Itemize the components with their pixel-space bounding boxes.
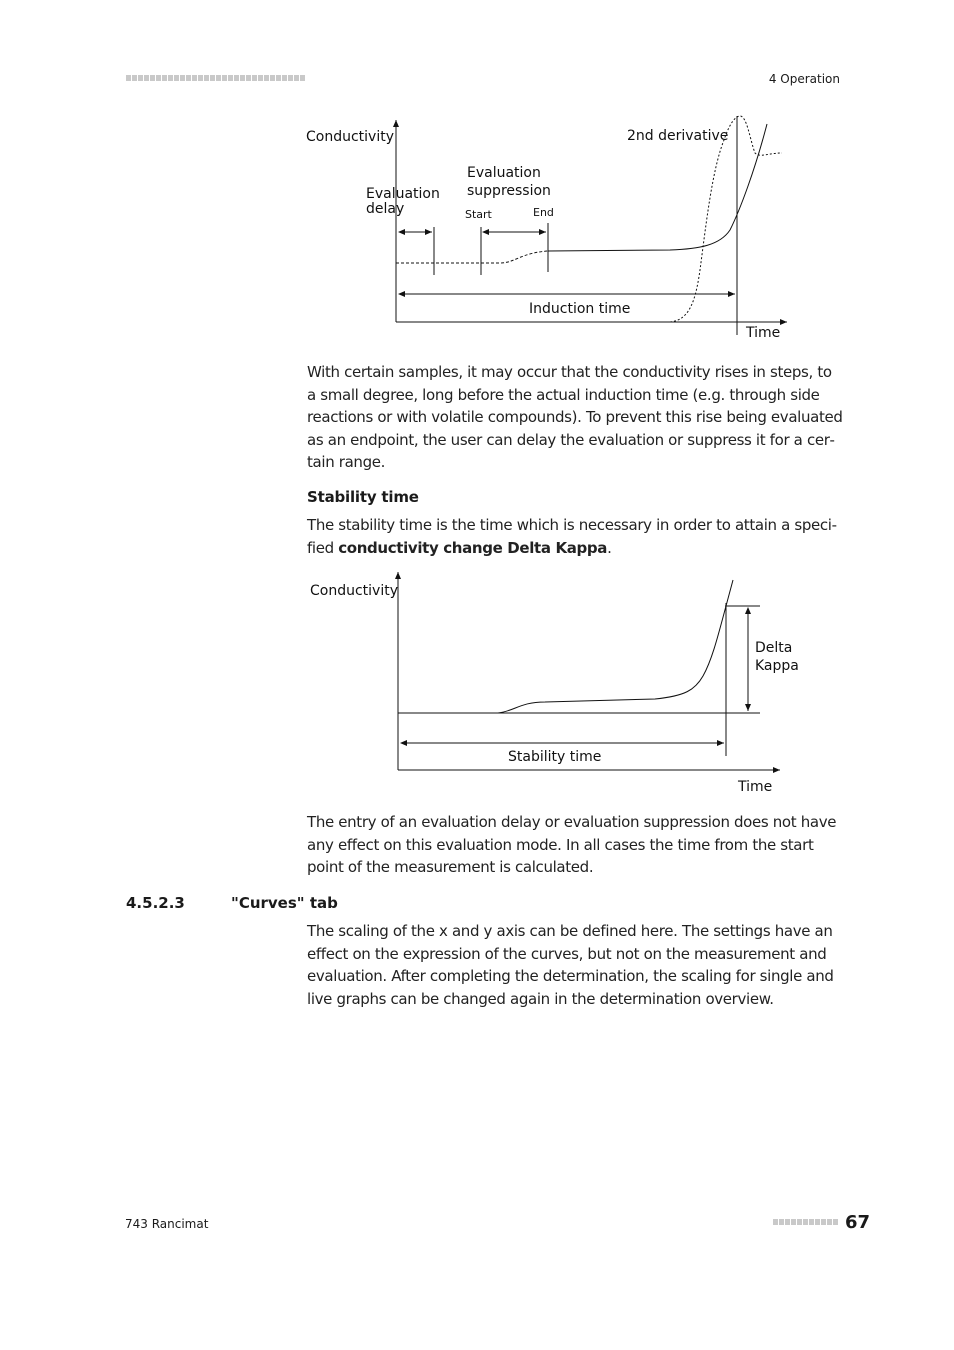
stability-time-label: Stability time — [508, 749, 602, 765]
start-label: Start — [465, 208, 492, 221]
body-paragraph-1: With certain samples, it may occur that the conductivity rises in steps, to a small degree, long before the actual induction time (e.g. through side reactions or with volatile compounds). To prevent this rise being evaluated as an endpoint, the user can delay the evaluation or suppress it for a certain range. — [307, 363, 843, 471]
induction-time-label: Induction time — [529, 301, 631, 317]
stability-text: The stability time is the time which is necessary in order to attain a specified — [307, 516, 837, 557]
page-number: 67 — [845, 1212, 871, 1233]
end-label: End — [533, 206, 554, 219]
y-axis-label: Conductivity — [310, 583, 398, 599]
evaluation-suppression-label-2: suppression — [467, 183, 551, 199]
y-axis-label: Conductivity — [306, 129, 394, 145]
x-axis-label: Time — [746, 325, 781, 341]
section-paragraph: The scaling of the x and y axis can be defined here. The settings have an effect on the expression of the curves, but not on the measurement and evaluation. After completing the determination, the scaling for single and live graphs can be changed again in the determination overview. — [307, 922, 834, 1008]
derivative-label: 2nd derivative — [627, 128, 729, 144]
footer-product: 743 Rancimat — [125, 1217, 209, 1231]
section-title: "Curves" tab — [231, 894, 338, 912]
stability-heading: Stability time — [307, 488, 419, 506]
footer-decoration — [773, 1219, 839, 1227]
stability-time-diagram — [300, 568, 800, 798]
delta-kappa-label-2: Kappa — [755, 658, 799, 674]
stability-paragraph: The stability time is the time which is necessary in order to attain a specified conductivity change Delta Kappa. — [307, 516, 837, 557]
delta-kappa-label-1: Delta — [755, 640, 793, 656]
second-derivative-curve — [670, 116, 782, 322]
evaluation-suppression-label-1: Evaluation — [467, 165, 541, 181]
section-number: 4.5.2.3 — [126, 894, 185, 912]
header-section-title: 4 Operation — [768, 72, 840, 86]
evaluation-delay-label-2: delay — [366, 201, 405, 217]
induction-time-diagram — [300, 110, 800, 345]
body-paragraph-2: The entry of an evaluation delay or evaluation suppression does not have any effect on this evaluation mode. In all cases the time from the start point of the measurement is calculated. — [307, 813, 837, 876]
conductivity-curve — [498, 580, 733, 713]
stability-emphasis: conductivity change Delta Kappa — [338, 538, 608, 557]
x-axis-label: Time — [738, 779, 773, 795]
header-decoration — [126, 75, 306, 83]
evaluation-delay-label-1: Evaluation — [366, 186, 440, 202]
